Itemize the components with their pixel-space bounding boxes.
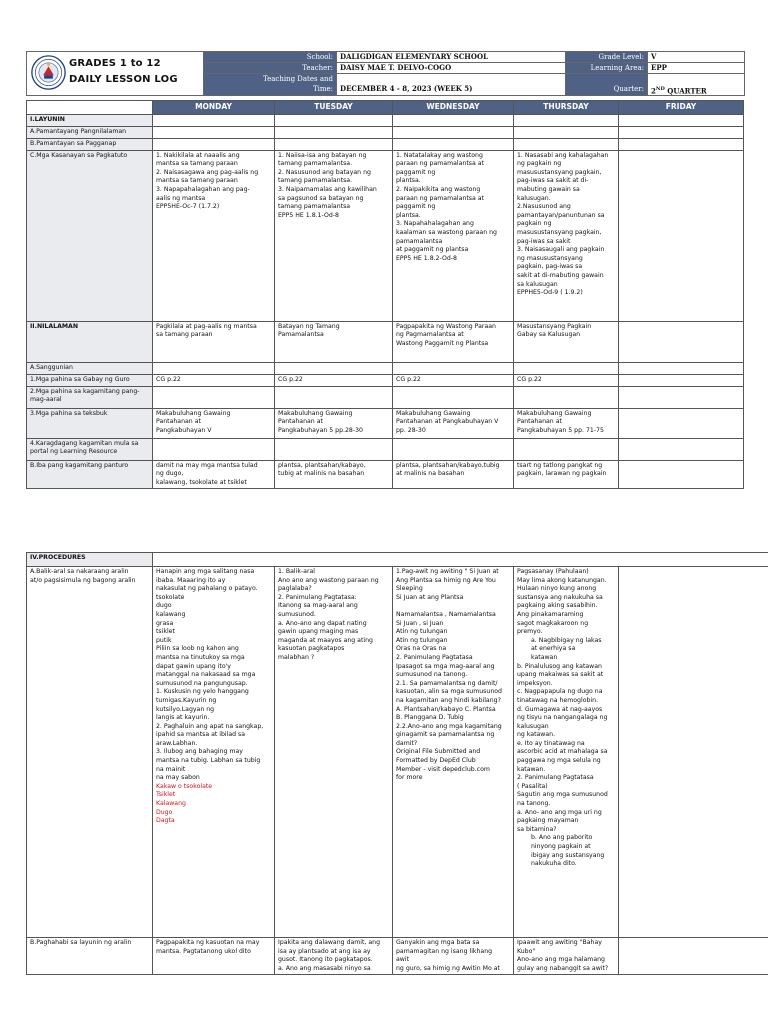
- cell-tuesday: [275, 438, 393, 460]
- table-row: [27, 460, 744, 489]
- days-header-row: [27, 101, 744, 115]
- balik-aral-monday: [153, 567, 275, 938]
- row-label: II.NILALAMAN: [27, 321, 153, 362]
- cell-monday: [153, 386, 275, 408]
- table-row: [27, 321, 744, 362]
- objectives-body: [27, 114, 744, 489]
- cell-tuesday: Makabuluhang Gawaing Pantahanan at Pangkabuhayan 5 pp.28-30: [275, 408, 393, 438]
- cell-monday: [153, 362, 275, 374]
- row-label: A.Pamantayang Pangnilalaman: [27, 126, 153, 138]
- cell-wednesday: [393, 386, 514, 408]
- table-row: [27, 408, 744, 438]
- row-label: I.LAYUNIN: [27, 114, 153, 126]
- cell-thursday: Makabuluhang Gawaing Pantahanan at Pangkabuhayan 5 pp. 71-75: [514, 408, 619, 438]
- cell-friday: [619, 438, 744, 460]
- cell-wednesday: plantsa, plantsahan/kabayo,tubig at malinis na basahan: [393, 460, 514, 489]
- cell-tuesday: [275, 126, 393, 138]
- cell-friday: [619, 126, 744, 138]
- day-monday: MONDAY: [153, 101, 275, 115]
- corner-cell: [27, 101, 153, 115]
- row-label: B.Pamantayan sa Pagganap: [27, 138, 153, 150]
- row-label: 4.Karagdagang kagamitan mula sa portal ng Learning Resource: [27, 438, 153, 460]
- cell-wednesday: [393, 438, 514, 460]
- cell-tuesday: Batayan ng Tamang Pamamalantsa: [275, 321, 393, 362]
- procedures-empty: [153, 553, 768, 567]
- balik-aral-thursday: [514, 567, 619, 938]
- table-row: [27, 362, 744, 374]
- table-row: [27, 374, 744, 386]
- dates-label: [204, 74, 336, 95]
- cell-friday: [619, 138, 744, 150]
- day-friday: FRIDAY: [619, 101, 744, 115]
- header-row-teacher: [204, 63, 744, 74]
- cell-wednesday: [393, 362, 514, 374]
- quarter-label: Quarter:: [565, 74, 647, 95]
- table-row: [27, 126, 744, 138]
- table-row: [27, 438, 744, 460]
- cell-monday: [153, 438, 275, 460]
- teacher-value: DAISY MAE T. DELVO-COGO: [336, 63, 565, 73]
- cell-thursday: [514, 138, 619, 150]
- paghahabi-wednesday: Ganyakin ang mga bata sa pamamagitan ng isang likhang awit ng guro, sa himig ng Awitin Mo at: [393, 938, 514, 975]
- cell-monday: Pagkilala at pag-aalis ng mantsa sa tamang paraan: [153, 321, 275, 362]
- title-grades: GRADES 1 to 12: [69, 58, 161, 69]
- cell-wednesday: Pagpapakita ng Wastong Paraan ng Pagmamalantsa at Wastong Paggamit ng Plantsa: [393, 321, 514, 362]
- day-thursday: THURSDAY: [514, 101, 619, 115]
- procedures-row: [27, 553, 768, 567]
- cell-friday: [619, 150, 744, 321]
- cell-monday: [153, 126, 275, 138]
- table-row: [27, 386, 744, 408]
- procedures-label: IV.PROCEDURES: [27, 553, 153, 567]
- row-label: B.Iba pang kagamitang panturo: [27, 460, 153, 489]
- cell-tuesday: [275, 386, 393, 408]
- school-value: DALIGDIGAN ELEMENTARY SCHOOL: [336, 52, 565, 62]
- thursday-items: b. Pinalulusog ang katawan upang makaiwas sa sakit at impeksyon. c. Nagpapapula ng dugo na tinatawag na hemoglobin. d. Gumagawa at nag-aayos ng tisyu na nangangalaga ng kalusugan ng katawan. e. Ito ay tinatawag na ascorbic acid at mahalaga sa paggawa ng mga selula ng katawan. 2. Panimulang Pagtatasa ( Pasalita) Sagutin ang mga sumusunod na tanong. a. Ano- ano ang mga uri ng pagkaing mayaman sa bitamina?: [517, 662, 608, 833]
- cell-thursday: [514, 386, 619, 408]
- cell-monday: CG p.22: [153, 374, 275, 386]
- row-label: A.Sanggunian: [27, 362, 153, 374]
- cell-friday: [619, 362, 744, 374]
- cell-friday: [619, 321, 744, 362]
- cell-thursday: [514, 362, 619, 374]
- header-row-school: [204, 52, 744, 63]
- grade-value: V: [647, 52, 744, 62]
- cell-thursday: tsart ng tatlong pangkat ng pagkain, larawan ng pagkain: [514, 460, 619, 489]
- table-row: [27, 150, 744, 321]
- cell-monday: [153, 138, 275, 150]
- paghahabi-thursday: Ipaawit ang awiting "Bahay Kubo" Ano-ano ang mga halamang gulay ang nabanggit sa awit?: [514, 938, 619, 975]
- quarter-ordinal: ND: [655, 86, 665, 92]
- cell-wednesday: CG p.22: [393, 374, 514, 386]
- cell-tuesday: [275, 362, 393, 374]
- cell-wednesday: [393, 114, 514, 126]
- cell-tuesday: plantsa, plantsahan/kabayo, tubig at malinis na basahan: [275, 460, 393, 489]
- cell-tuesday: [275, 114, 393, 126]
- cell-tuesday: CG p.22: [275, 374, 393, 386]
- monday-activity-text: Hanapin ang mga salitang nasa ibaba. Maaaring ito ay nakasulat ng pahalang o patayo. tsokolate dugo kalawang grasa tsiklet putik Piliin sa loob ng kahon ang mantsa na tinutukoy sa mga dapat gawin upang ito'y matanggal na nakasaad sa mga sumusunod na pangungusap. 1. Kuskusin ng yelo hanggang tumigas.Kayurin ng kutsilyo.Lagyan ng langis at kayurin. 2. Paghaluin ang apat na sangkap, ipahid sa mantsa at ibilad sa araw.Labhan. 3. Ilubog ang bahaging may mantsa na tubig. Labhan sa tubig na mainit na may sabon: [156, 568, 264, 782]
- cell-monday: 1. Nakikilala at naaalis ang mantsa sa tamang paraan 2. Naisasagawa ang pag-aalis ng mantsa sa tamang paraan 3. Napapahalagahan ang pag- aalis ng mantsa EPP5HE-Oc-7 (1.7.2): [153, 150, 275, 321]
- logo-title-box: [27, 52, 204, 95]
- quarter-value: [647, 74, 744, 95]
- lesson-table-objectives: [26, 100, 744, 489]
- title-daily-lesson-log: DAILY LESSON LOG: [69, 74, 178, 85]
- cell-thursday: 1. Nasasabi ang kahalagahan ng pagkain ng masusustansyang pagkain, pag-iwas sa sakit at di- mabuting gawain sa kalusugan. 2.Nasusunod ang pamantayan/panuntunan sa pagkain ng masusustansyang pagkain, pag-iwas sa sakit 3. Naisasaugali ang pagkain ng masusustansyang pagkain, pag-iwas sa sakit at di-mabuting gawain sa kalusugan EPPHE5-Od-9 ( 1.9.2): [514, 150, 619, 321]
- thursday-item-b: b. Ano ang paborito ninyong pagkain at ibigay ang sustansyang nakukuha dito.: [531, 834, 605, 868]
- row-label-balik-aral: A.Balik-aral sa nakaraang aralin at/o pagsisimula ng bagong aralin: [27, 567, 153, 938]
- paghahabi-tuesday: Ipakita ang dalawang damit, ang isa ay plantsado at ang isa ay gusot. Itanong ito pagkatapos. a. Ano ang masasabi ninyo sa: [275, 938, 393, 975]
- dates-value: DECEMBER 4 - 8, 2023 (WEEK 5): [336, 74, 565, 95]
- row-label-paghahabi: B.Paghahabi sa layunin ng aralin: [27, 938, 153, 975]
- monday-answer-list: Kakaw o tsokolate Tsiklet Kalawang Dugo Dagta: [156, 782, 213, 825]
- cell-wednesday: Makabuluhang Gawaing Pantahanan at Pangkabuhayan V pp. 28-30: [393, 408, 514, 438]
- paghahabi-friday: [619, 938, 768, 975]
- row-label: C.Mga Kasanayan sa Pagkatuto: [27, 150, 153, 321]
- cell-thursday: CG p.22: [514, 374, 619, 386]
- cell-tuesday: [275, 138, 393, 150]
- cell-friday: [619, 460, 744, 489]
- cell-monday: [153, 114, 275, 126]
- cell-thursday: Masustansyang Pagkain Gabay sa Kalusugan: [514, 321, 619, 362]
- cell-friday: [619, 114, 744, 126]
- cell-thursday: [514, 126, 619, 138]
- cell-friday: [619, 374, 744, 386]
- table-row: [27, 114, 744, 126]
- learning-area-value: EPP: [647, 63, 744, 73]
- cell-thursday: [514, 438, 619, 460]
- dates-label-line1: Teaching Dates and: [262, 75, 333, 83]
- header-block: [26, 51, 745, 96]
- grade-label: Grade Level:: [565, 52, 647, 62]
- header-info-grid: [204, 52, 744, 95]
- quarter-number: 2: [651, 86, 656, 95]
- teacher-label: Teacher:: [204, 63, 336, 73]
- cell-wednesday: 1. Natatalakay ang wastong paraan ng pamamalantsa at paggamit ng plantsa. 2. Naipakikita ang wastong paraan ng pamamalantsa at paggamit ng plantsa. 3. Napahahalagahan ang kaalaman sa wastong paraan ng pamamalantsa at paggamit ng plantsa EPP5 HE 1.8.2-Od-8: [393, 150, 514, 321]
- balik-aral-wednesday: 1.Pag-awit ng awiting " Si Juan at Ang Plantsa sa himig ng Are You Sleeping Si Juan at ang Plantsa Namamalantsa , Namamalantsa Si Juan , si Juan Atin ng tulungan Atin ng tulungan Oras na Oras na 2. Panimulang Pagtatasa Ipasagot sa mga mag-aaral ang sumusunod na tanong. 2.1. Sa pamamalantsa ng damit/ kasuotan, alin sa mga sumusunod na kagamitan ang hindi kabilang? A. Plantsahan/kabayo C. Plantsa B. Planggana D. Tubig 2.2.Ano-ano ang mga kagamitang ginagamit sa pamamalantsa ng damit? Original File Submitted and Formatted by DepEd Club Member - visit depedclub.com for more: [393, 567, 514, 938]
- cell-friday: [619, 408, 744, 438]
- dates-label-line2: Time:: [312, 85, 333, 93]
- cell-monday: damit na may mga mantsa tulad ng dugo, kalawang, tsokolate at tsiklet: [153, 460, 275, 489]
- cell-thursday: [514, 114, 619, 126]
- cell-wednesday: [393, 138, 514, 150]
- cell-tuesday: 1. Naiisa-isa ang batayan ng tamang pamamalantsa. 2. Nasusunod ang batayan ng tamang pamamalantsa. 3. Naipamamalas ang kawilihan sa pagsunod sa batayan ng tamang pamamalantsa EPP5 HE 1.8.1-Od-8: [275, 150, 393, 321]
- balik-aral-friday: [619, 567, 768, 938]
- table-row: [27, 138, 744, 150]
- learning-area-label: Learning Area:: [565, 63, 647, 73]
- thursday-intro: Pagsasanay (Pahulaan) May lima akong katanungan. Hulaan ninyo kung anong sustansya ang nakukuha sa pagkaing aking sasabihin. Ang pinakamaraming sagot magkakaroon ng premyo.: [517, 568, 607, 636]
- lesson-table-procedures: [26, 552, 768, 975]
- header-row-dates: [204, 74, 744, 95]
- day-wednesday: WEDNESDAY: [393, 101, 514, 115]
- balik-aral-tuesday: 1. Balik-aral Ano ano ang wastong paraan ng paglalaba? 2. Panimulang Pagtatasa: Itanong sa mag-aaral ang sumusunod. a. Ano-ano ang dapat nating gawin upang maging mas maganda at maayos ang ating kasuotan pagkatapos malabhan ?: [275, 567, 393, 938]
- cell-friday: [619, 386, 744, 408]
- row-label: 3.Mga pahina sa teksbuk: [27, 408, 153, 438]
- cell-wednesday: [393, 126, 514, 138]
- day-tuesday: TUESDAY: [275, 101, 393, 115]
- thursday-item-a: a. Nagbibigay ng lakas at enerhiya sa katawan: [531, 636, 602, 661]
- cell-monday: Makabuluhang Gawaing Pantahanan at Pangkabuhayan V: [153, 408, 275, 438]
- row-label: 2.Mga pahina sa kagamitang pang- mag-aaral: [27, 386, 153, 408]
- row-balik-aral: [27, 567, 768, 938]
- row-paghahabi: [27, 938, 768, 975]
- quarter-word: QUARTER: [664, 86, 707, 95]
- deped-seal-icon: [31, 55, 66, 90]
- school-label: School:: [204, 52, 336, 62]
- row-label: 1.Mga pahina sa Gabay ng Guro: [27, 374, 153, 386]
- paghahabi-monday: Pagpapakita ng kasuotan na may mantsa. Pagtatanong ukol dito: [153, 938, 275, 975]
